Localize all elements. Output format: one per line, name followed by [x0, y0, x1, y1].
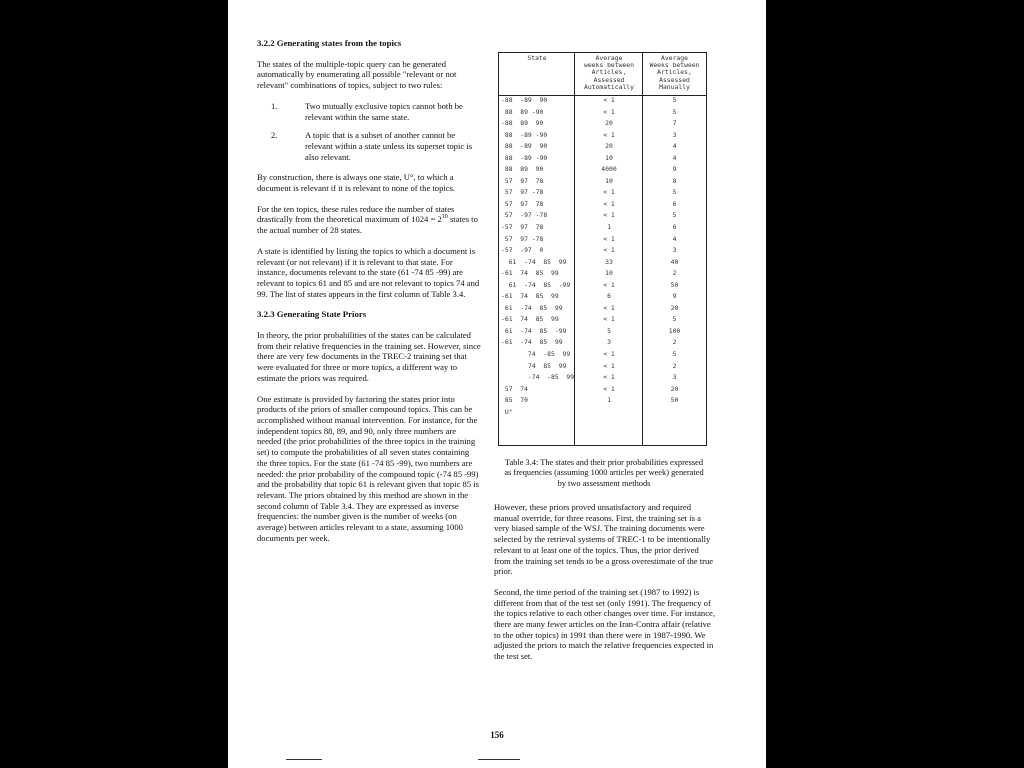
state-cell: -57 -97 0: [501, 246, 544, 255]
state-cell: -61 74 85 99: [501, 292, 559, 301]
auto-cell: < 1: [603, 246, 615, 255]
state-cell: -88 -89 90: [501, 96, 548, 104]
table-row: [499, 349, 706, 361]
manual-cell: 3: [672, 373, 677, 382]
table-row: [499, 118, 706, 130]
auto-cell: 33: [605, 257, 613, 266]
rule-number: 2.: [271, 130, 278, 141]
manual-cell: 40: [670, 257, 679, 266]
header-auto: Average weeks between Articles, Assessed Automatically: [583, 54, 635, 91]
identified-paragraph: A state is identified by listing the topics to which a document is relevant (or not relevant) if it is relevant to that state. For instance, documents relevant to the state (61 -74 85 -99) are relevant to topics 61 and 85 and are not relevant to topics 74 and 99. The list of states appears in the first column of Table 3.4.: [257, 245, 480, 299]
table-row: [499, 176, 706, 188]
header-state: State: [527, 54, 547, 62]
auto-cell: < 1: [603, 234, 615, 243]
table-row: [499, 222, 706, 234]
state-cell: 88 -89 -90: [501, 130, 548, 139]
table-row: [499, 326, 706, 338]
table-row: [499, 95, 706, 107]
manual-cell: 2: [672, 338, 677, 347]
exponent: 10: [441, 214, 448, 221]
manual-cell: 4: [672, 153, 677, 162]
manual-cell: 50: [670, 396, 679, 405]
section-heading-322: 3.2.2 Generating states from the topics: [257, 38, 402, 48]
table-row: [499, 384, 706, 396]
state-cell: -61 74 85 99: [501, 315, 559, 324]
table-row: [499, 141, 706, 153]
auto-cell: < 1: [603, 199, 615, 208]
auto-cell: 5: [607, 326, 611, 335]
auto-cell: < 1: [603, 188, 615, 197]
auto-cell: 20: [605, 119, 613, 128]
footer-rule: [286, 759, 322, 760]
table-caption: Table 3.4: The states and their prior probabilities expressed as frequencies (assuming 1000 articles per week) generated by two assessment methods: [504, 458, 704, 488]
state-cell: 57 97 -78: [501, 234, 544, 243]
table-row: [499, 164, 706, 176]
ten-topics-text-b: states to the actual number of 28 states.: [257, 214, 478, 236]
state-cell: 61 -74 85 -99: [501, 280, 571, 289]
state-cell: 88 89 -90: [501, 107, 544, 116]
state-cell: 61 -74 85 99: [501, 303, 563, 312]
table-header: [499, 53, 706, 96]
auto-cell: < 1: [603, 107, 615, 116]
table-row: [499, 187, 706, 199]
ten-topics-text-a: For the ten topics, these rules reduce the number of states drastically from the theoretical maximum of 1024 = 2: [257, 203, 455, 225]
manual-cell: 20: [670, 303, 679, 312]
manual-cell: 6: [672, 199, 677, 208]
table-row: [499, 407, 706, 419]
rule-item: [257, 101, 481, 122]
construction-paragraph: By construction, there is always one state, U°, to which a document is relevant if it is relevant to none of the topics.: [257, 172, 456, 194]
auto-cell: < 1: [603, 350, 615, 359]
auto-cell: < 1: [603, 130, 615, 139]
state-cell: 88 -89 -90: [501, 153, 548, 162]
ten-topics-paragraph: [257, 204, 481, 236]
manual-cell: 100: [668, 326, 681, 335]
table-row: [499, 210, 706, 222]
however-paragraph: However, these priors proved unsatisfactory and required manual override, for three reasons. First, the training set is a very biased sample of the WSJ. The training documents were selected by the retrieval systems of TREC-1 to be intentionally relevant to at least one of the topics. Thus, the prior derived from the training set tends to be a gross overestimate of the true prior.: [494, 502, 714, 577]
state-cell: 57 97 -78: [501, 188, 544, 197]
table-row: [499, 280, 706, 292]
auto-cell: < 1: [603, 303, 615, 312]
state-cell: -61 74 85 99: [501, 269, 559, 278]
state-cell: 57 97 78: [501, 199, 544, 208]
table-row: [499, 130, 706, 142]
state-cell: U°: [501, 407, 513, 416]
auto-cell: 6: [607, 292, 611, 301]
auto-cell: 10: [605, 176, 613, 185]
manual-cell: 20: [670, 384, 679, 393]
rules-list: [257, 101, 481, 163]
auto-cell: 10: [605, 153, 613, 162]
rule-text: A topic that is a subset of another cannot be relevant within a state unless its superset topic is also relevant.: [305, 130, 473, 162]
rule-number: 1.: [271, 100, 278, 111]
table-row: [499, 361, 706, 373]
state-cell: 61 -74 85 99: [501, 257, 567, 266]
right-column: [494, 502, 716, 672]
header-manual: Average Weeks between Articles, Assessed Manually: [649, 54, 700, 91]
table-row: [499, 257, 706, 269]
second-paragraph: Second, the time period of the training set (1987 to 1992) is different from that of the test set (only 1991). The frequency of the topics relative to each other changes over time. For instance, there are many fewer articles on the Iran-Contra affair (relative to the other topics) in 1991 than there were in 1987-1990. We adjusted the priors to match the relative frequencies expected in the test set.: [494, 586, 715, 662]
state-cell: 57 -97 -78: [501, 211, 548, 220]
table-row: [499, 107, 706, 119]
auto-cell: < 1: [603, 211, 615, 220]
rule-text: Two mutually exclusive topics cannot both be relevant within the same state.: [305, 100, 463, 122]
table-row: [499, 291, 706, 303]
table-body: [499, 95, 706, 418]
state-cell: -61 -74 85 99: [501, 338, 563, 347]
manual-cell: 3: [672, 246, 677, 255]
priors-table: [498, 52, 707, 446]
manual-cell: 5: [672, 315, 677, 324]
auto-cell: < 1: [603, 373, 615, 382]
auto-cell: < 1: [603, 361, 615, 370]
state-cell: 88 89 90: [501, 165, 544, 174]
section-heading-323: 3.2.3 Generating State Priors: [257, 309, 367, 320]
manual-cell: 5: [672, 107, 677, 116]
auto-cell: 10: [605, 269, 613, 278]
manual-cell: 5: [672, 96, 677, 104]
manual-cell: 6: [672, 223, 677, 232]
table-row: [499, 314, 706, 326]
state-cell: 61 -74 85 -99: [501, 326, 567, 335]
manual-cell: 8: [672, 176, 677, 185]
page-number: 156: [490, 730, 504, 740]
auto-cell: < 1: [603, 280, 615, 289]
state-cell: 74 -85 99: [501, 350, 571, 359]
theory-paragraph: In theory, the prior probabilities of the states can be calculated from their relative frequencies in the training set. However, since there are very few documents in the TREC-2 training set that were evaluated for three or more topics, a different way to estimate the priors was required.: [257, 330, 481, 383]
table-row: [499, 234, 706, 246]
auto-cell: 3: [607, 338, 611, 347]
manual-cell: 9: [672, 292, 677, 301]
left-column: [257, 38, 481, 553]
manual-cell: 5: [672, 188, 677, 197]
table-row: [499, 395, 706, 407]
estimate-paragraph: One estimate is provided by factoring the states prior into products of the priors of smaller compound topics. This can be accomplished without manual intervention. For instance, for the independent topics 88, 89, and 90, only three numbers are needed (the prior probabilities of the three topics in the training set) to compute the probabilities of all seven states containing the three topics. For the state (61 -74 85 -99), two numbers are needed: the prior probability of the compound topic (-74 85 -99) and the probability that topic 61 is relevant given that topic 85 is relevant. The priors obtained by this method are shown in the second column of Table 3.4. They are expressed as inverse frequencies: the number given is the number of weeks (on average) between articles relevant to a state, assuming 1000 documents per week.: [257, 393, 479, 543]
manual-cell: 4: [672, 234, 677, 243]
state-cell: -74 -85 99: [501, 373, 575, 382]
table-row: [499, 245, 706, 257]
manual-cell: 5: [672, 211, 677, 220]
auto-cell: 1: [607, 223, 611, 232]
auto-cell: < 1: [603, 315, 615, 324]
table-row: [499, 337, 706, 349]
manual-cell: 3: [672, 130, 677, 139]
intro-paragraph: The states of the multiple-topic query can be generated automatically by enumerating all possible "relevant or not relevant" combinations of topics, subject to two rules:: [257, 58, 457, 91]
manual-cell: 2: [672, 269, 677, 278]
state-cell: -88 89 90: [501, 119, 544, 128]
table-row: [499, 153, 706, 165]
state-cell: 88 -89 90: [501, 142, 548, 151]
table-row: [499, 303, 706, 315]
auto-cell: < 1: [603, 384, 615, 393]
state-cell: 57 97 78: [501, 176, 544, 185]
manual-cell: 2: [672, 361, 677, 370]
table-row: [499, 372, 706, 384]
auto-cell: 4000: [601, 165, 617, 174]
state-cell: 74 85 99: [501, 361, 567, 370]
manual-cell: 9: [672, 165, 677, 174]
auto-cell: 20: [605, 142, 613, 151]
document-page: [228, 0, 766, 768]
state-cell: -57 97 78: [501, 223, 544, 232]
manual-cell: 4: [672, 142, 677, 151]
manual-cell: 50: [670, 280, 679, 289]
state-cell: 85 70: [501, 396, 528, 405]
auto-cell: < 1: [603, 96, 615, 104]
auto-cell: 1: [607, 396, 611, 405]
rule-item: [257, 130, 481, 162]
manual-cell: 7: [672, 119, 677, 128]
state-cell: 57 74: [501, 384, 528, 393]
footer-rule: [478, 759, 520, 760]
table-row: [499, 268, 706, 280]
table-row: [499, 199, 706, 211]
manual-cell: 5: [672, 350, 677, 359]
